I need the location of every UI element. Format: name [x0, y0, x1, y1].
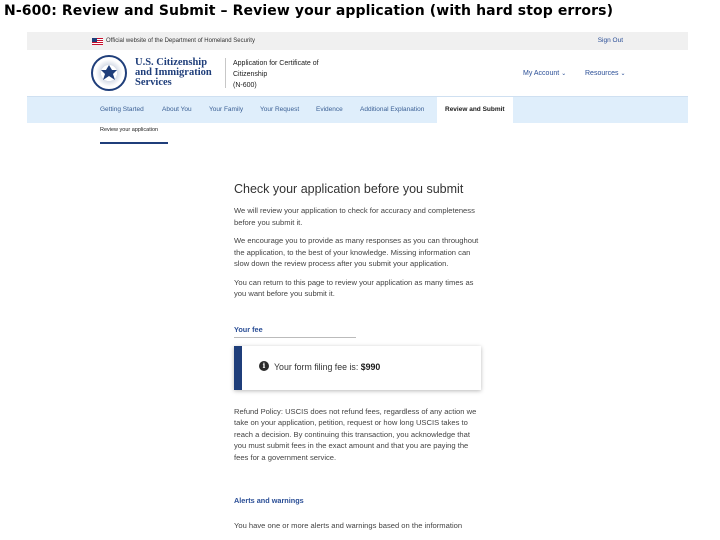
- tab-about-you[interactable]: About You: [162, 106, 192, 113]
- my-account-menu[interactable]: [523, 70, 566, 77]
- my-account-label: My Account: [523, 70, 560, 77]
- fee-label: Your form filing fee is:: [274, 361, 361, 372]
- site-header: [27, 50, 688, 96]
- fee-text: [274, 362, 380, 372]
- dhs-seal-icon[interactable]: [91, 55, 127, 91]
- header-divider: [225, 58, 226, 88]
- sign-out-link[interactable]: Sign Out: [597, 37, 623, 44]
- fee-info-alert: [234, 346, 481, 390]
- alerts-text: You have one or more alerts and warnings based on the information: [234, 521, 463, 530]
- tab-evidence[interactable]: Evidence: [316, 106, 343, 113]
- tab-your-family[interactable]: Your Family: [209, 106, 244, 113]
- gov-banner-text: Official website of the Department of Homeland Security: [106, 38, 255, 44]
- us-flag-icon: [92, 38, 103, 45]
- chevron-down-icon: ⌄: [561, 71, 567, 77]
- fee-amount: $990: [360, 361, 381, 372]
- agency-name-line3: Services: [135, 77, 172, 88]
- app-title-line2: Citizenship: [233, 71, 268, 78]
- agency-name-line2: and Immigration: [135, 67, 212, 78]
- resources-label: Resources: [585, 70, 619, 77]
- section-nav: [27, 96, 688, 123]
- chevron-down-icon: ⌄: [620, 71, 626, 77]
- page-title: Check your application before you submit: [234, 182, 464, 196]
- tab-getting-started[interactable]: Getting Started: [100, 106, 144, 113]
- main-content: [234, 182, 484, 539]
- info-icon: i: [259, 361, 269, 371]
- resources-menu[interactable]: [585, 70, 626, 77]
- application-title: [233, 58, 319, 91]
- agency-name-line1: U.S. Citizenship: [135, 57, 208, 68]
- slide-title: N-600: Review and Submit – Review your application (with hard stop errors): [4, 3, 614, 19]
- tab-additional-explanation[interactable]: Additional Explanation: [360, 106, 425, 113]
- app-title-line1: Application for Certificate of: [233, 60, 319, 67]
- tab-your-request[interactable]: Your Request: [260, 106, 300, 113]
- browser-page: [27, 32, 688, 540]
- encourage-paragraph: We encourage you to provide as many responses as you can throughout the application, to the best of your knowledge. Missing information can slow down the review process after you submit your application.: [234, 236, 479, 268]
- fee-section-heading: Your fee: [234, 325, 356, 338]
- agency-logo-text[interactable]: [135, 58, 212, 88]
- alerts-section-heading: Alerts and warnings: [234, 496, 304, 505]
- gov-banner: [27, 32, 688, 50]
- app-title-line3: (N-600): [233, 82, 257, 89]
- refund-policy-text: Refund Policy: USCIS does not refund fees, regardless of any action we take on your application, petition, request or how long USCIS takes to reach a decision. By continuing this transaction, you acknowledge that you must submit fees in the exact amount and that you are paying the fees for a government service.: [234, 406, 477, 462]
- subnav-active-indicator: [100, 142, 168, 144]
- intro-paragraph: We will review your application to check for accuracy and completeness before you submit it.: [234, 206, 475, 227]
- tab-review-and-submit[interactable]: Review and Submit: [437, 97, 513, 123]
- subnav-review-your-application[interactable]: Review your application: [100, 127, 159, 133]
- return-paragraph: You can return to this page to review your application as many times as you want before you submit it.: [234, 277, 474, 298]
